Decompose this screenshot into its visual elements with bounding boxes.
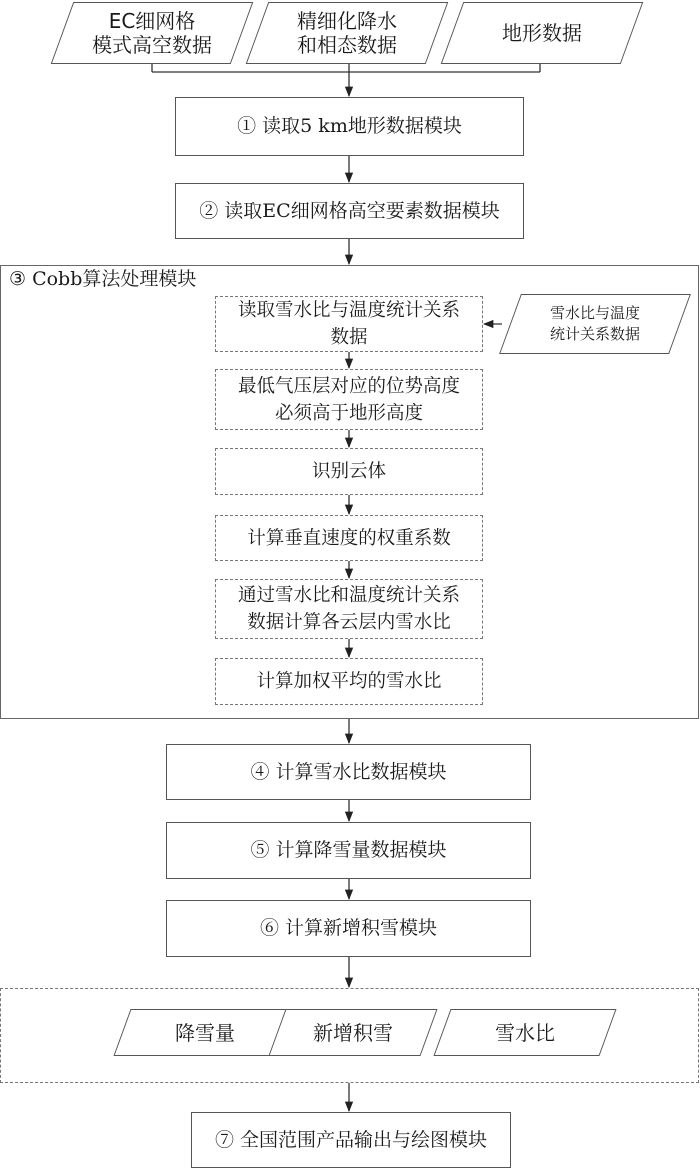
module-7-label: ⑦ 全国范围产品输出与绘图模块 [214,1128,488,1151]
module-5-label: ⑤ 计算降雪量数据模块 [250,839,447,861]
module-1-read-terrain [175,97,524,156]
cobb-step-5: 通过雪水比和温度统计关系 数据计算各云层内雪水比 [215,579,483,639]
cobb-step-2: 最低气压层对应的位势高度 必须高于地形高度 [215,369,483,430]
module-6-new-snow [166,900,531,957]
module-7-output-plot [191,1112,511,1168]
input-precip-data: 精细化降水 和相态数据 [257,2,437,64]
module-4-swr [166,744,531,800]
module-5-snowfall [166,822,531,879]
input-terrain-data: 地形数据 [452,2,632,64]
module-6-label: ⑥ 计算新增积雪模块 [259,917,438,939]
output-new-snow: 新增积雪 [277,1009,429,1056]
module-1-label: ① 读取5 km地形数据模块 [237,115,462,137]
cobb-step-3: 识别云体 [215,448,483,495]
module-4-label: ④ 计算雪水比数据模块 [250,760,447,783]
output-snowfall: 降雪量 [122,1009,288,1056]
cobb-step-4: 计算垂直速度的权重系数 [215,515,483,561]
output-swr: 雪水比 [442,1009,608,1056]
cobb-step-1: 读取雪水比与温度统计关系 数据 [215,296,483,352]
input-ec-data: EC细网格 模式高空数据 [62,2,242,64]
side-input-swr-temp: 雪水比与温度 统计关系数据 [510,294,680,354]
module-2-read-ec [175,183,524,239]
module-3-title: ③ Cobb算法处理模块 [9,268,197,290]
cobb-step-6: 计算加权平均的雪水比 [215,658,483,705]
module-2-label: ② 读取EC细网格高空要素数据模块 [199,199,500,222]
